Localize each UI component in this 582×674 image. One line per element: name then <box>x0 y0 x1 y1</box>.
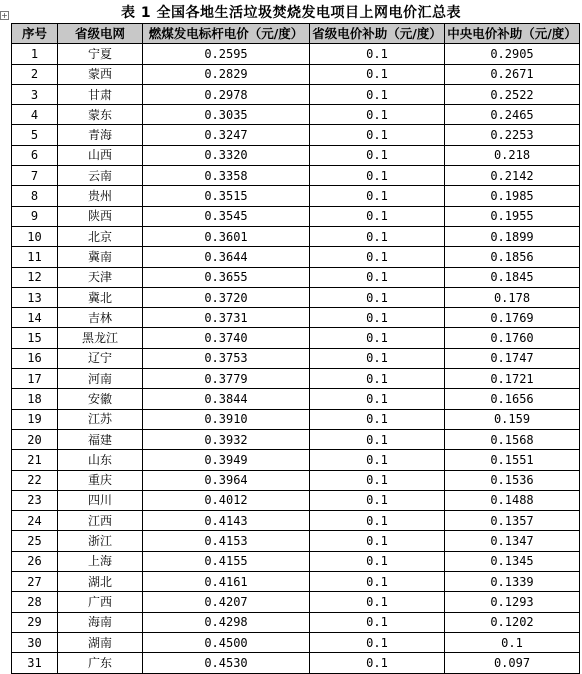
cell-central-subsidy: 0.1721 <box>445 369 580 389</box>
cell-provincial-subsidy: 0.1 <box>310 44 445 64</box>
cell-central-subsidy: 0.1760 <box>445 328 580 348</box>
cell-coal-price: 0.3910 <box>143 409 310 429</box>
table-row <box>12 287 580 307</box>
cell-provincial-subsidy: 0.1 <box>310 490 445 510</box>
cell-central-subsidy: 0.218 <box>445 145 580 165</box>
cell-grid: 安徽 <box>58 389 143 409</box>
cell-index: 15 <box>12 328 58 348</box>
cell-coal-price: 0.3964 <box>143 470 310 490</box>
cell-provincial-subsidy: 0.1 <box>310 409 445 429</box>
table-row <box>12 592 580 612</box>
cell-provincial-subsidy: 0.1 <box>310 653 445 673</box>
cell-provincial-subsidy: 0.1 <box>310 308 445 328</box>
table-row <box>12 612 580 632</box>
cell-central-subsidy: 0.159 <box>445 409 580 429</box>
cell-grid: 云南 <box>58 166 143 186</box>
cell-coal-price: 0.3779 <box>143 369 310 389</box>
cell-coal-price: 0.3932 <box>143 429 310 449</box>
cell-coal-price: 0.4143 <box>143 511 310 531</box>
cell-index: 1 <box>12 44 58 64</box>
cell-coal-price: 0.4012 <box>143 490 310 510</box>
cell-coal-price: 0.4207 <box>143 592 310 612</box>
table-row <box>12 226 580 246</box>
cell-central-subsidy: 0.1568 <box>445 429 580 449</box>
cell-central-subsidy: 0.1202 <box>445 612 580 632</box>
table-row <box>12 551 580 571</box>
header-row <box>12 24 580 44</box>
cell-grid: 辽宁 <box>58 348 143 368</box>
cell-provincial-subsidy: 0.1 <box>310 450 445 470</box>
cell-grid: 山东 <box>58 450 143 470</box>
cell-grid: 海南 <box>58 612 143 632</box>
cell-index: 27 <box>12 572 58 592</box>
cell-coal-price: 0.3949 <box>143 450 310 470</box>
cell-index: 21 <box>12 450 58 470</box>
cell-provincial-subsidy: 0.1 <box>310 429 445 449</box>
cell-index: 4 <box>12 105 58 125</box>
cell-index: 9 <box>12 206 58 226</box>
cell-index: 28 <box>12 592 58 612</box>
cell-central-subsidy: 0.2905 <box>445 44 580 64</box>
cell-central-subsidy: 0.1955 <box>445 206 580 226</box>
cell-grid: 广西 <box>58 592 143 612</box>
cell-central-subsidy: 0.178 <box>445 287 580 307</box>
cell-index: 29 <box>12 612 58 632</box>
cell-coal-price: 0.4161 <box>143 572 310 592</box>
cell-coal-price: 0.3515 <box>143 186 310 206</box>
cell-index: 7 <box>12 166 58 186</box>
cell-provincial-subsidy: 0.1 <box>310 531 445 551</box>
header-central-subsidy: 中央电价补助（元/度） <box>445 24 580 44</box>
cell-index: 31 <box>12 653 58 673</box>
cell-coal-price: 0.3035 <box>143 105 310 125</box>
cell-provincial-subsidy: 0.1 <box>310 572 445 592</box>
cell-provincial-subsidy: 0.1 <box>310 511 445 531</box>
table-row <box>12 511 580 531</box>
table-row <box>12 531 580 551</box>
cell-index: 17 <box>12 369 58 389</box>
cell-provincial-subsidy: 0.1 <box>310 287 445 307</box>
cell-coal-price: 0.4155 <box>143 551 310 571</box>
cell-index: 10 <box>12 226 58 246</box>
cell-coal-price: 0.2978 <box>143 84 310 104</box>
cell-coal-price: 0.4298 <box>143 612 310 632</box>
cell-index: 24 <box>12 511 58 531</box>
cell-coal-price: 0.3740 <box>143 328 310 348</box>
table-row <box>12 145 580 165</box>
cell-provincial-subsidy: 0.1 <box>310 348 445 368</box>
cell-central-subsidy: 0.1347 <box>445 531 580 551</box>
cell-coal-price: 0.3358 <box>143 166 310 186</box>
cell-coal-price: 0.2829 <box>143 64 310 84</box>
table-row <box>12 44 580 64</box>
cell-central-subsidy: 0.1357 <box>445 511 580 531</box>
cell-grid: 上海 <box>58 551 143 571</box>
cell-coal-price: 0.3655 <box>143 267 310 287</box>
table-row <box>12 572 580 592</box>
table-row <box>12 409 580 429</box>
cell-index: 11 <box>12 247 58 267</box>
table-row <box>12 450 580 470</box>
cell-central-subsidy: 0.2253 <box>445 125 580 145</box>
table-row <box>12 308 580 328</box>
cell-coal-price: 0.4153 <box>143 531 310 551</box>
table-row <box>12 389 580 409</box>
cell-index: 19 <box>12 409 58 429</box>
cell-grid: 重庆 <box>58 470 143 490</box>
cell-index: 12 <box>12 267 58 287</box>
cell-index: 23 <box>12 490 58 510</box>
table-row <box>12 328 580 348</box>
cell-central-subsidy: 0.1769 <box>445 308 580 328</box>
cell-coal-price: 0.3320 <box>143 145 310 165</box>
cell-grid: 湖南 <box>58 632 143 652</box>
cell-provincial-subsidy: 0.1 <box>310 226 445 246</box>
cell-central-subsidy: 0.2522 <box>445 84 580 104</box>
cell-provincial-subsidy: 0.1 <box>310 145 445 165</box>
cell-index: 3 <box>12 84 58 104</box>
cell-coal-price: 0.3644 <box>143 247 310 267</box>
cell-index: 2 <box>12 64 58 84</box>
cell-coal-price: 0.3545 <box>143 206 310 226</box>
table-row <box>12 105 580 125</box>
cell-provincial-subsidy: 0.1 <box>310 125 445 145</box>
cell-grid: 北京 <box>58 226 143 246</box>
table-row <box>12 186 580 206</box>
table-row <box>12 166 580 186</box>
cell-provincial-subsidy: 0.1 <box>310 632 445 652</box>
table-row <box>12 653 580 673</box>
table-row <box>12 64 580 84</box>
cell-provincial-subsidy: 0.1 <box>310 369 445 389</box>
cell-coal-price: 0.3720 <box>143 287 310 307</box>
cell-grid: 甘肃 <box>58 84 143 104</box>
cell-central-subsidy: 0.1899 <box>445 226 580 246</box>
cell-provincial-subsidy: 0.1 <box>310 612 445 632</box>
cell-central-subsidy: 0.2465 <box>445 105 580 125</box>
cell-coal-price: 0.4530 <box>143 653 310 673</box>
cell-index: 14 <box>12 308 58 328</box>
cell-grid: 山西 <box>58 145 143 165</box>
cell-central-subsidy: 0.1 <box>445 632 580 652</box>
table-row <box>12 125 580 145</box>
table-row <box>12 632 580 652</box>
cell-grid: 广东 <box>58 653 143 673</box>
cell-coal-price: 0.3844 <box>143 389 310 409</box>
cell-coal-price: 0.3247 <box>143 125 310 145</box>
cell-index: 25 <box>12 531 58 551</box>
cell-grid: 湖北 <box>58 572 143 592</box>
cell-grid: 河南 <box>58 369 143 389</box>
cell-grid: 冀北 <box>58 287 143 307</box>
table-move-handle-icon[interactable]: + <box>1 11 8 20</box>
header-grid: 省级电网 <box>58 24 143 44</box>
cell-index: 5 <box>12 125 58 145</box>
cell-grid: 青海 <box>58 125 143 145</box>
cell-central-subsidy: 0.2671 <box>445 64 580 84</box>
cell-central-subsidy: 0.2142 <box>445 166 580 186</box>
cell-grid: 浙江 <box>58 531 143 551</box>
header-index: 序号 <box>12 24 58 44</box>
cell-provincial-subsidy: 0.1 <box>310 64 445 84</box>
cell-provincial-subsidy: 0.1 <box>310 592 445 612</box>
cell-grid: 四川 <box>58 490 143 510</box>
cell-provincial-subsidy: 0.1 <box>310 267 445 287</box>
price-table <box>11 23 580 674</box>
cell-central-subsidy: 0.1551 <box>445 450 580 470</box>
cell-grid: 江苏 <box>58 409 143 429</box>
cell-index: 26 <box>12 551 58 571</box>
table-title: 表 1 全国各地生活垃圾焚烧发电项目上网电价汇总表 <box>121 5 461 21</box>
table-row <box>12 429 580 449</box>
cell-grid: 贵州 <box>58 186 143 206</box>
cell-central-subsidy: 0.097 <box>445 653 580 673</box>
cell-grid: 蒙东 <box>58 105 143 125</box>
cell-coal-price: 0.3753 <box>143 348 310 368</box>
cell-grid: 江西 <box>58 511 143 531</box>
cell-provincial-subsidy: 0.1 <box>310 389 445 409</box>
cell-provincial-subsidy: 0.1 <box>310 206 445 226</box>
table-row <box>12 470 580 490</box>
cell-grid: 冀南 <box>58 247 143 267</box>
cell-provincial-subsidy: 0.1 <box>310 84 445 104</box>
table-row <box>12 490 580 510</box>
cell-coal-price: 0.2595 <box>143 44 310 64</box>
cell-provincial-subsidy: 0.1 <box>310 166 445 186</box>
cell-index: 30 <box>12 632 58 652</box>
cell-grid: 天津 <box>58 267 143 287</box>
cell-index: 8 <box>12 186 58 206</box>
cell-grid: 蒙西 <box>58 64 143 84</box>
cell-central-subsidy: 0.1536 <box>445 470 580 490</box>
cell-central-subsidy: 0.1747 <box>445 348 580 368</box>
cell-index: 18 <box>12 389 58 409</box>
table-row <box>12 84 580 104</box>
cell-coal-price: 0.4500 <box>143 632 310 652</box>
cell-central-subsidy: 0.1339 <box>445 572 580 592</box>
cell-central-subsidy: 0.1345 <box>445 551 580 571</box>
cell-central-subsidy: 0.1985 <box>445 186 580 206</box>
cell-index: 13 <box>12 287 58 307</box>
cell-grid: 宁夏 <box>58 44 143 64</box>
cell-central-subsidy: 0.1845 <box>445 267 580 287</box>
cell-coal-price: 0.3731 <box>143 308 310 328</box>
table-row <box>12 247 580 267</box>
cell-grid: 陕西 <box>58 206 143 226</box>
cell-provincial-subsidy: 0.1 <box>310 186 445 206</box>
table-row <box>12 369 580 389</box>
cell-provincial-subsidy: 0.1 <box>310 551 445 571</box>
cell-index: 22 <box>12 470 58 490</box>
header-provincial-subsidy: 省级电价补助（元/度） <box>310 24 445 44</box>
cell-provincial-subsidy: 0.1 <box>310 470 445 490</box>
table-row <box>12 206 580 226</box>
cell-grid: 黑龙江 <box>58 328 143 348</box>
header-coal-price: 燃煤发电标杆电价（元/度） <box>143 24 310 44</box>
cell-central-subsidy: 0.1856 <box>445 247 580 267</box>
cell-central-subsidy: 0.1656 <box>445 389 580 409</box>
cell-coal-price: 0.3601 <box>143 226 310 246</box>
cell-central-subsidy: 0.1293 <box>445 592 580 612</box>
cell-grid: 福建 <box>58 429 143 449</box>
cell-index: 20 <box>12 429 58 449</box>
cell-index: 6 <box>12 145 58 165</box>
cell-grid: 吉林 <box>58 308 143 328</box>
cell-provincial-subsidy: 0.1 <box>310 105 445 125</box>
table-row <box>12 267 580 287</box>
cell-provincial-subsidy: 0.1 <box>310 247 445 267</box>
table-row <box>12 348 580 368</box>
cell-index: 16 <box>12 348 58 368</box>
cell-central-subsidy: 0.1488 <box>445 490 580 510</box>
cell-provincial-subsidy: 0.1 <box>310 328 445 348</box>
